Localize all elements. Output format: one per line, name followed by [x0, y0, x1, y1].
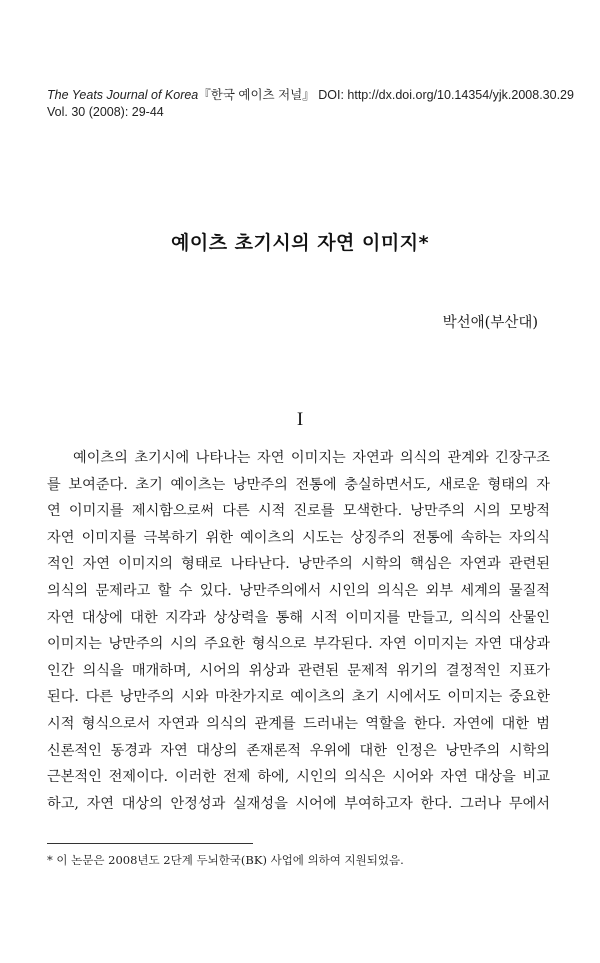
paper-title: 예이츠 초기시의 자연 이미지* — [170, 232, 430, 254]
body-line: 자연 대상에 대한 지각과 상상력을 통해 시적 이미지를 만들고, 의식의 산물인 — [47, 609, 550, 626]
author-affiliation: 박선애(부산대) — [442, 315, 538, 331]
journal-citation-line — [47, 87, 574, 104]
footnote-divider — [47, 843, 253, 844]
body-line: 된다. 다른 낭만주의 시와 마찬가지로 예이츠의 초기 시에서도 이미지는 중요한 — [47, 689, 550, 706]
body-text — [47, 445, 550, 817]
body-line: 자연 이미지를 극복하기 위한 예이츠의 시도는 상징주의 전통에 속하는 자의식 — [47, 529, 550, 546]
volume-line: Vol. 30 (2008): 29-44 — [47, 105, 164, 119]
body-line: 시적 형식으로서 자연과 의식의 관계를 드러내는 역할을 한다. 자연에 대한 범 — [47, 715, 550, 732]
body-line: 를 보여준다. 초기 예이츠는 낭만주의 전통에 충실하면서도, 새로운 형태의 자 — [47, 476, 550, 493]
body-line: 이미지는 낭만주의 시의 주요한 형식으로 부각된다. 자연 이미지는 자연 대상과 — [47, 636, 550, 653]
body-line: 하고, 자연 대상의 안정성과 실재성을 시어에 부여하고자 한다. 그러나 무에서 — [47, 795, 550, 812]
body-line: 신론적인 동경과 자연 대상의 존재론적 우위에 대한 인정은 낭만주의 시학의 — [47, 742, 550, 759]
section-heading: I — [296, 409, 304, 430]
body-line: 적인 자연 이미지의 형태로 나타난다. 낭만주의 시학의 핵심은 자연과 관련된 — [47, 556, 550, 573]
journal-title: The Yeats Journal of Korea — [47, 88, 199, 102]
body-line: 인간 의식을 매개하며, 시어의 위상과 관련된 문제적 위기의 결정적인 지표가 — [47, 662, 550, 679]
body-line: 의식의 문제라고 할 수 있다. 낭만주의에서 시인의 의식은 외부 세계의 물질적 — [47, 582, 550, 599]
doi-text: DOI: http://dx.doi.org/10.14354/yjk.2008.30.29 — [318, 88, 574, 102]
journal-header — [47, 87, 574, 121]
body-line: 예이츠의 초기시에 나타나는 자연 이미지는 자연과 의식의 관계와 긴장구조 — [73, 450, 550, 466]
footnote: * 이 논문은 2008년도 2단계 두뇌한국(BK) 사업에 의하여 지원되었음. — [47, 853, 404, 867]
journal-korean-title: 『한국 예이츠 저널』 — [198, 88, 315, 102]
body-line: 근본적인 전제이다. 이러한 전제 하에, 시인의 의식은 시어와 자연 대상을 비교 — [47, 769, 550, 786]
body-line: 연 이미지를 제시함으로써 다른 시적 진로를 모색한다. 낭만주의 시의 모방적 — [47, 503, 550, 520]
